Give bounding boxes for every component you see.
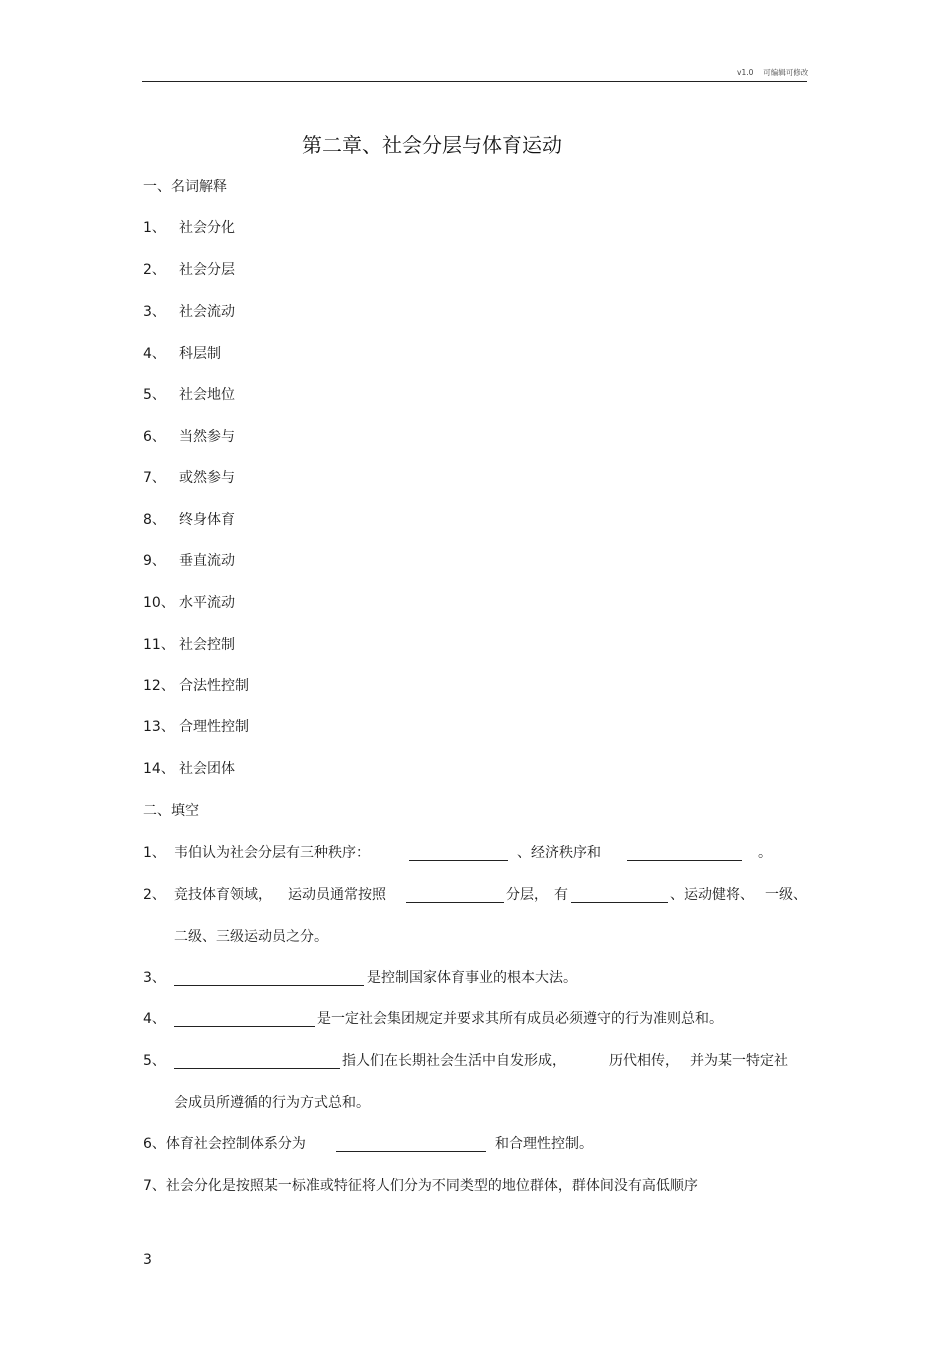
q2-text-b: 运动员通常按照 xyxy=(288,887,386,903)
q3-number: 3、 xyxy=(143,970,166,986)
list-item: 2、 社会分层 xyxy=(143,262,235,278)
q1-text-a: 韦伯认为社会分层有三种秩序： xyxy=(174,845,370,861)
header-rule xyxy=(142,81,807,82)
q1-blank-1[interactable] xyxy=(409,860,508,861)
list-item: 6、 当然参与 xyxy=(143,429,235,445)
page-title: 第二章、社会分层与体育运动 xyxy=(302,133,562,157)
list-item: 5、 社会地位 xyxy=(143,387,235,403)
list-item: 3、 社会流动 xyxy=(143,304,235,320)
q2-text-c: 分层， xyxy=(506,887,548,903)
q5-text-d: 会成员所遵循的行为方式总和。 xyxy=(174,1095,370,1111)
q2-text-f: 一级、 xyxy=(765,887,807,903)
q1-text-b: 、经济秩序和 xyxy=(517,845,601,861)
list-item: 14、 社会团体 xyxy=(143,761,235,777)
q1-number: 1、 xyxy=(143,845,166,861)
list-item: 8、 终身体育 xyxy=(143,512,235,528)
page-number: 3 xyxy=(143,1252,152,1268)
q3-blank[interactable] xyxy=(174,985,364,986)
q6-text-a: 6、体育社会控制体系分为 xyxy=(143,1136,306,1152)
q2-blank-2[interactable] xyxy=(571,902,668,903)
q4-text: 是一定社会集团规定并要求其所有成员必须遵守的行为准则总和。 xyxy=(317,1011,723,1027)
q5-blank[interactable] xyxy=(174,1068,340,1069)
list-item: 1、 社会分化 xyxy=(143,220,235,236)
q6-text-b: 和合理性控制。 xyxy=(495,1136,593,1152)
list-item: 13、 合理性控制 xyxy=(143,719,249,735)
q5-text-c: 并为某一特定社 xyxy=(690,1053,788,1069)
header-version: v1.0 可编辑可修改 xyxy=(737,68,809,77)
q2-text-e: 、运动健将、 xyxy=(670,887,754,903)
q5-text-a: 指人们在长期社会生活中自发形成， xyxy=(342,1053,566,1069)
q5-text-b: 历代相传， xyxy=(609,1053,679,1069)
list-item: 10、 水平流动 xyxy=(143,595,235,611)
q2-text-d: 有 xyxy=(554,887,568,903)
list-item: 4、 科层制 xyxy=(143,346,221,362)
q7-text: 7、社会分化是按照某一标准或特征将人们分为不同类型的地位群体，群体间没有高低顺序 xyxy=(143,1178,698,1194)
section-heading-fill: 二、填空 xyxy=(143,803,199,819)
q2-number: 2、 xyxy=(143,887,166,903)
q1-blank-2[interactable] xyxy=(627,860,742,861)
q5-number: 5、 xyxy=(143,1053,166,1069)
list-item: 11、 社会控制 xyxy=(143,637,235,653)
q4-number: 4、 xyxy=(143,1011,166,1027)
q4-blank[interactable] xyxy=(174,1026,315,1027)
q6-blank[interactable] xyxy=(336,1151,486,1152)
q2-blank-1[interactable] xyxy=(406,902,504,903)
list-item: 7、 或然参与 xyxy=(143,470,235,486)
list-item: 12、 合法性控制 xyxy=(143,678,249,694)
section-heading-terms: 一、名词解释 xyxy=(143,179,227,195)
q2-text-g: 二级、三级运动员之分。 xyxy=(174,929,328,945)
q3-text: 是控制国家体育事业的根本大法。 xyxy=(367,970,577,986)
q2-text-a: 竞技体育领域， xyxy=(174,887,272,903)
q1-text-c: 。 xyxy=(758,845,772,861)
list-item: 9、 垂直流动 xyxy=(143,553,235,569)
